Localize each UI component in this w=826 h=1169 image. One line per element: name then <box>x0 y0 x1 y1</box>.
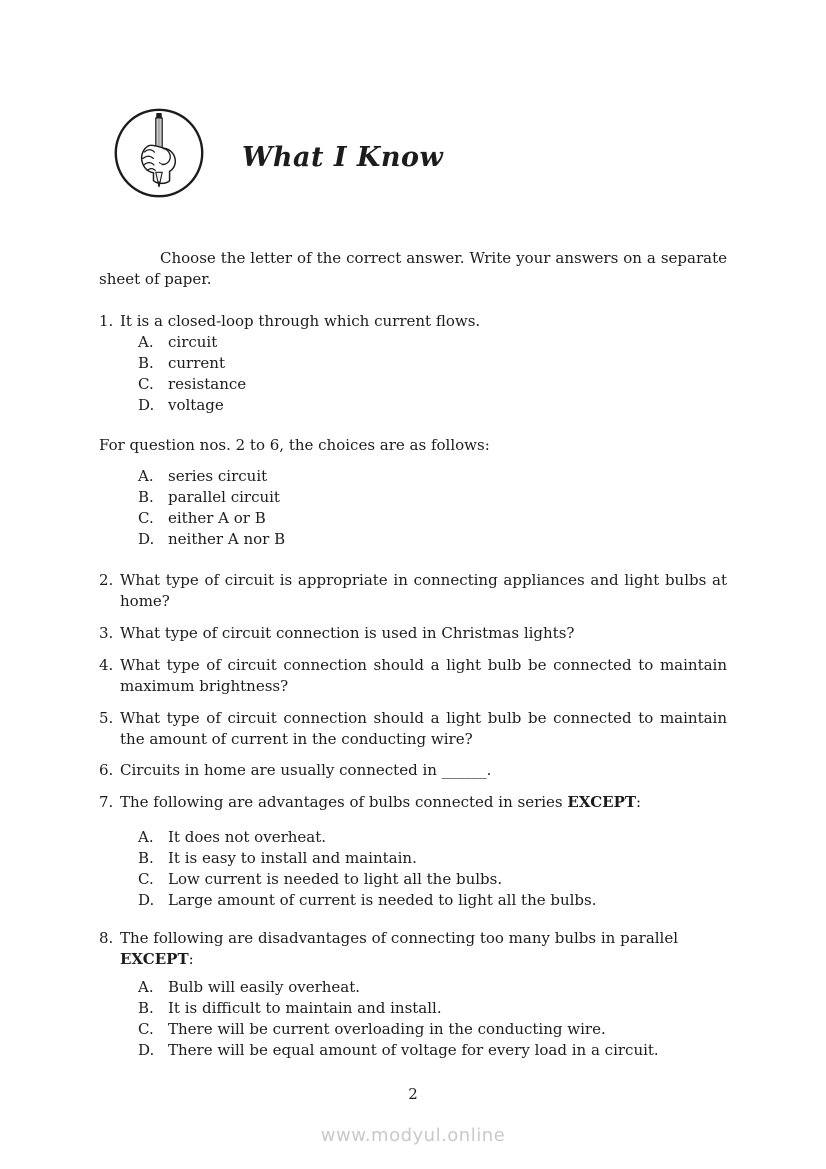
option-letter: C. <box>138 1020 154 1038</box>
question-1-options <box>138 332 826 416</box>
question-number: 2. <box>99 571 114 589</box>
question-7-options <box>138 827 826 911</box>
option-letter: A. <box>138 978 154 996</box>
option-letter: B. <box>138 849 154 867</box>
question-bold-word: EXCEPT <box>120 950 189 968</box>
question-number: 8. <box>99 929 114 947</box>
option-letter: C. <box>138 375 154 393</box>
question-5 <box>99 708 727 750</box>
option-letter: B. <box>138 999 154 1017</box>
question-text: The following are disadvantages of connecting too many bulbs in parallel <box>120 929 679 947</box>
option-row <box>138 487 826 508</box>
option-text: neither A nor B <box>168 530 286 548</box>
question-number: 1. <box>99 312 114 330</box>
option-row <box>138 466 826 487</box>
option-text: resistance <box>168 375 247 393</box>
option-text: voltage <box>168 396 224 414</box>
question-3 <box>99 623 727 644</box>
option-text: Large amount of current is needed to light all the bulbs. <box>168 891 597 909</box>
question-text: What type of circuit connection is used in Christmas lights? <box>120 624 575 642</box>
question-text: What type of circuit connection should a light bulb be connected to maintain maximum brightness? <box>120 656 727 695</box>
option-row <box>138 827 826 848</box>
instructions-paragraph: Choose the letter of the correct answer. Write your answers on a separate sheet of paper. <box>99 249 727 288</box>
option-text: current <box>168 354 225 372</box>
option-row <box>138 508 826 529</box>
option-row <box>138 374 826 395</box>
option-row <box>138 977 826 998</box>
option-row <box>138 529 826 550</box>
page-number: 2 <box>408 1085 418 1103</box>
question-text: Circuits in home are usually connected in ______. <box>120 761 492 779</box>
question-number: 5. <box>99 709 114 727</box>
option-text: series circuit <box>168 467 268 485</box>
option-row <box>138 890 826 911</box>
option-text: circuit <box>168 333 218 351</box>
question-1 <box>99 311 727 332</box>
option-letter: D. <box>138 1041 155 1059</box>
question-text: What type of circuit connection should a light bulb be connected to maintain the amount of current in the conducting wire? <box>120 709 727 748</box>
question-7 <box>99 792 727 813</box>
option-text: Bulb will easily overheat. <box>168 978 361 996</box>
option-letter: A. <box>138 467 154 485</box>
question-text: It is a closed-loop through which current flows. <box>120 312 481 330</box>
question-number: 4. <box>99 656 114 674</box>
option-letter: A. <box>138 333 154 351</box>
option-row <box>138 353 826 374</box>
question-8 <box>99 928 727 970</box>
question-number: 3. <box>99 624 114 642</box>
hand-holding-pencil-icon <box>113 107 205 199</box>
option-letter: B. <box>138 354 154 372</box>
question-bold-word: EXCEPT <box>567 793 637 811</box>
option-row <box>138 869 826 890</box>
page-title: What I Know <box>242 141 444 173</box>
option-letter: D. <box>138 396 155 414</box>
option-letter: A. <box>138 828 154 846</box>
question-2 <box>99 570 727 612</box>
option-text: It is difficult to maintain and install. <box>168 999 442 1017</box>
option-letter: C. <box>138 870 154 888</box>
option-letter: D. <box>138 891 155 909</box>
question-number: 6. <box>99 761 114 779</box>
option-row <box>138 998 826 1019</box>
question-4 <box>99 655 727 697</box>
question-number: 7. <box>99 793 114 811</box>
question-text: The following are advantages of bulbs connected in series <box>120 793 568 811</box>
option-letter: D. <box>138 530 155 548</box>
option-text: It does not overheat. <box>168 828 327 846</box>
option-row <box>138 1040 826 1061</box>
option-text: either A or B <box>168 509 266 527</box>
option-row <box>138 1019 826 1040</box>
option-text: There will be equal amount of voltage for every load in a circuit. <box>168 1041 659 1059</box>
option-row <box>138 395 826 416</box>
option-text: Low current is needed to light all the bulbs. <box>168 870 503 888</box>
option-text: It is easy to install and maintain. <box>168 849 417 867</box>
shared-choices-list <box>138 466 826 550</box>
option-row <box>138 332 826 353</box>
question-text-suffix: : <box>188 950 194 968</box>
watermark-text: www.modyul.online <box>320 1125 506 1146</box>
option-letter: C. <box>138 509 154 527</box>
option-letter: B. <box>138 488 154 506</box>
option-text: There will be current overloading in the conducting wire. <box>168 1020 606 1038</box>
question-text: What type of circuit is appropriate in connecting appliances and light bulbs at home? <box>120 571 727 610</box>
shared-choices-note: For question nos. 2 to 6, the choices are as follows: <box>99 436 490 454</box>
option-text: parallel circuit <box>168 488 280 506</box>
option-row <box>138 848 826 869</box>
question-text-suffix: : <box>636 793 642 811</box>
question-8-options <box>138 977 826 1061</box>
section-header <box>113 107 826 199</box>
question-6 <box>99 760 727 781</box>
